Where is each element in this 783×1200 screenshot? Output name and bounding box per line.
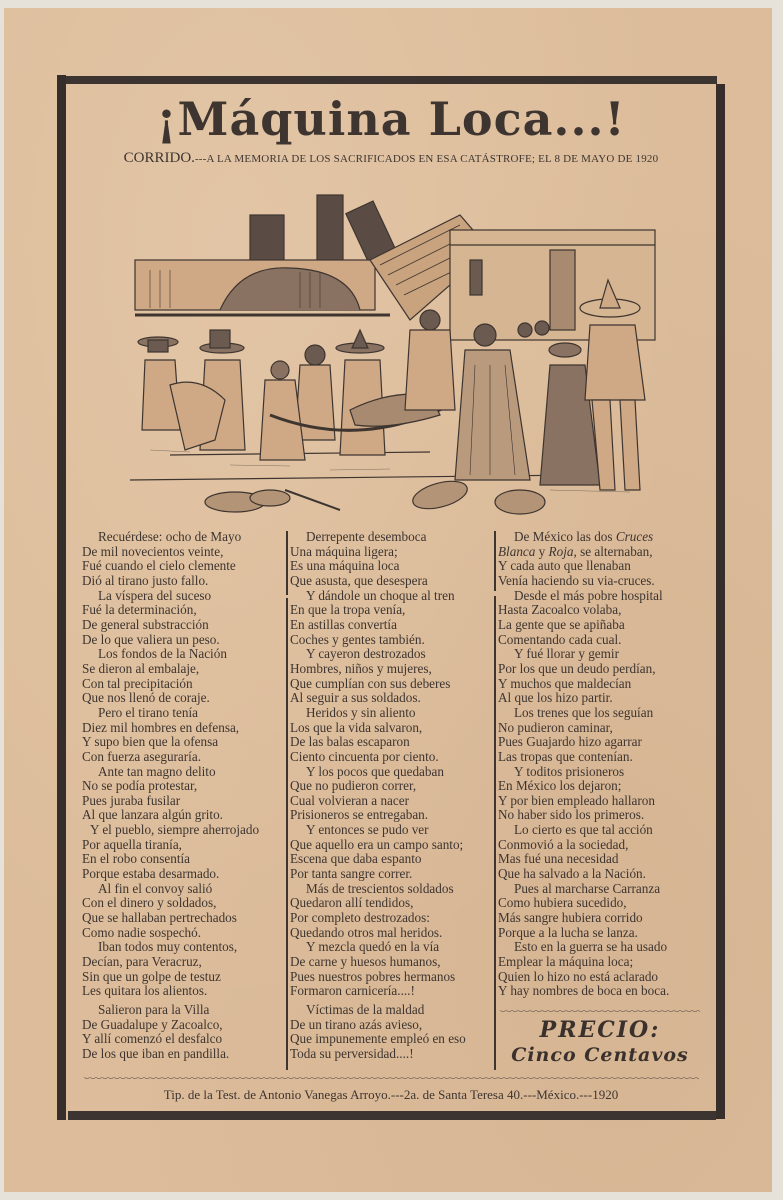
stanza [290,1003,466,1062]
verse-line: Y allí comenzó el desfalco [82,1031,223,1047]
verse-line: Con tal precipitación [82,675,193,691]
page-title: ¡Máquina Loca...! [156,92,626,146]
verse-line: Porque estaba desarmado. [82,866,220,882]
verse-line: Diez mil hombres en defensa, [82,719,240,735]
stanza [82,765,259,824]
verse-line [498,530,669,545]
verse-line: Y muchos que maldecían [498,675,632,691]
verse-line: Al seguir a sus soldados. [290,690,421,706]
verse-line: Por los que un deudo perdían, [498,660,656,676]
engraving-illustration [130,190,660,525]
verse-column-2 [290,530,466,1062]
verse-line: Que asusta, que desespera [290,572,428,588]
stanza [82,647,259,706]
verse-line: Como hubiera sucedido, [498,895,627,911]
verse-line: Iban todos muy contentos, [98,939,238,955]
stanza [498,589,669,648]
stanza [82,882,259,941]
verse-italic-text: Roja, [548,543,577,559]
stanza [290,530,466,589]
verse-line: Quien lo hizo no está aclarado [498,968,659,984]
verse-line: Pues Guajardo hizo agarrar [498,734,642,750]
verse-line: Emplear la máquina loca; [498,954,634,970]
verse-line: Que no pudieron correr, [290,778,417,794]
verse-column-1 [82,530,259,1062]
verse-line: Formaron carnicería....! [290,983,415,999]
verse-line: Derrepente desemboca [306,529,427,544]
verse-line: Más sangre hubiera corrido [498,910,643,926]
column-divider [286,598,288,1070]
verse-line: Se dieron al embalaje, [82,660,200,676]
subtitle-rest: ---A LA MEMORIA DE LOS SACRIFICADOS EN ESA CATÁSTROFE; EL 8 DE MAYO DE 1920 [194,153,659,165]
stanza [290,589,466,648]
stanza [290,765,466,824]
verse-line: De lo que valiera un peso. [82,631,220,647]
verse-line: Víctimas de la maldad [306,1002,425,1017]
frame-border-bottom [68,1111,716,1120]
verse-line: Recuérdese: ocho de Mayo [98,529,242,544]
stanza [82,823,259,882]
verse-line: La víspera del suceso [98,587,212,603]
verse-line: No pudieron caminar, [498,719,613,735]
verse-line: Quedaron allí tendidos, [290,895,414,911]
verse-line: Heridos y sin aliento [306,704,416,720]
verse-line: Más de trescientos soldados [306,880,454,896]
stanza [82,1003,259,1062]
verse-line: Comentando cada cual. [498,631,622,647]
verse-line: Que cumplían con sus deberes [290,675,451,691]
verse-line: Coches y gentes también. [290,631,425,647]
verse-text: y [535,543,549,559]
stanza [82,940,259,999]
verse-line: Conmovió a la sociedad, [498,836,629,852]
verse-line: Una máquina ligera; [290,543,398,559]
verse-line: Sin que un golpe de testuz [82,968,221,984]
verse-line: Los fondos de la Nación [98,646,227,662]
stanza [290,940,466,999]
verse-line: Cual volvieran a nacer [290,792,409,808]
verse-line: Al que los hizo partir. [498,690,613,706]
verse-line [498,545,669,560]
verse-line: Por aquella tiranía, [82,836,182,852]
verse-line: Y cada auto que llenaban [498,558,631,574]
verse-line: Ciento cincuenta por ciento. [290,748,439,764]
verse-line: Que se hallaban pertrechados [82,910,237,926]
verse-line: No haber sido los primeros. [498,807,645,823]
verse-line: Mas fué una necesidad [498,851,619,867]
verse-line: Y por bien empleado hallaron [498,792,655,808]
verse-line: De un tirano azás avieso, [290,1016,423,1032]
verse-line: Hasta Zacoalco volaba, [498,602,622,618]
stanza [498,823,669,882]
verse-line: Y hay nombres de boca en boca. [498,983,670,999]
verse-line: Y cayeron destrozados [306,646,426,662]
stanza [498,530,669,589]
verse-line: Que nos llenó de coraje. [82,690,210,706]
stanza [498,706,669,765]
stanza [290,882,466,941]
verse-line: De general substracción [82,616,209,632]
verse-line: En astillas convertía [290,616,397,632]
verse-line: Pues nuestros pobres hermanos [290,968,456,984]
price-value: Cinco Centavos [511,1044,689,1066]
verse-line: En México los dejaron; [498,778,622,794]
train-wreck-engraving-icon [130,190,660,525]
verse-line: En que la tropa venía, [290,602,406,618]
verse-line: Y dándole un choque al tren [306,587,455,603]
verse-text: De México las dos [514,529,616,544]
verse-line: Escena que daba espanto [290,851,422,867]
stanza [290,647,466,706]
verse-line: Por tanta sangre correr. [290,866,413,882]
stanza [498,647,669,706]
verse-line: Los trenes que los seguían [514,704,654,720]
verse-line: Pero el tirano tenía [98,704,198,720]
verse-line: Y los pocos que quedaban [306,763,444,779]
verse-line: Con el dinero y soldados, [82,895,217,911]
verse-line: Hombres, niños y mujeres, [290,660,432,676]
verse-line: Como nadie sospechó. [82,924,202,940]
subtitle [66,150,716,167]
verse-line: Por completo destrozados: [290,910,430,926]
verse-line: Es una máquina loca [290,558,400,574]
frame-border-top [57,76,717,84]
stanza [82,530,259,589]
verse-italic-text: Cruces [615,529,654,544]
stanza [82,706,259,765]
verse-line: La gente que se apiñaba [498,616,625,632]
verse-line: Y fué llorar y gemir [514,646,619,662]
column-divider [494,531,496,591]
verse-line: Ante tan magno delito [98,763,216,779]
stanza [498,765,669,824]
verse-line: Y el pueblo, siempre aherrojado [90,822,260,838]
verse-line: De los que iban en pandilla. [82,1045,230,1061]
stanza [290,706,466,765]
verse-line: De mil novecientos veinte, [82,543,224,559]
verse-line: Y toditos prisioneros [514,763,625,779]
wavy-rule [500,1010,700,1016]
verse-line: Venía haciendo su via-cruces. [498,572,655,588]
verse-line: Las tropas que contenían. [498,748,633,764]
frame-border-right [716,84,725,1119]
verse-line: Al fin el convoy salió [98,880,213,896]
subtitle-lead: CORRIDO. [123,150,195,166]
verse-line: Les quitara los alientos. [82,983,208,999]
verse-line: De Guadalupe y Zacoalco, [82,1016,223,1032]
verse-line: Con fuerza aseguraría. [82,748,201,764]
stanza [498,940,669,999]
verse-line: Lo cierto es que tal acción [514,822,653,838]
verse-line: No se podía protestar, [82,778,198,794]
verse-line: Y entonces se pudo ver [306,822,429,838]
column-divider [494,596,496,1070]
verse-line: Los que la vida salvaron, [290,719,423,735]
verse-line: Quedando otros mal heridos. [290,924,443,940]
verse-line: En el robo consentía [82,851,191,867]
verse-line: Pues juraba fusilar [82,792,181,808]
verse-column-3 [498,530,669,999]
verse-italic-text: Blanca [498,543,536,559]
verse-line: Toda su perversidad....! [290,1045,414,1061]
verse-line: Fué la determinación, [82,602,197,618]
price-label: PRECIO: [539,1017,661,1043]
verse-line: De carne y huesos humanos, [290,954,441,970]
verse-line: Y mezcla quedó en la vía [306,939,440,955]
verse-line: Prisioneros se entregaban. [290,807,429,823]
verse-line: Que impunemente empleó en eso [290,1031,466,1047]
stanza [498,882,669,941]
verse-line: Pues al marcharse Carranza [514,880,661,896]
verse-line: Dió al tirano justo fallo. [82,572,209,588]
stanza [82,589,259,648]
wavy-rule [84,1077,699,1083]
verse-line: Fué cuando el cielo clemente [82,558,236,574]
verse-line: Que aquello era un campo santo; [290,836,464,852]
stanza [290,823,466,882]
verse-line: Decían, para Veracruz, [82,954,202,970]
column-divider [286,531,288,595]
verse-line: Porque a la lucha se lanza. [498,924,638,940]
verse-line: Y supo bien que la ofensa [82,734,219,750]
frame-border-left [57,75,66,1120]
verse-line: De las balas escaparon [290,734,410,750]
printer-imprint: Tip. de la Test. de Antonio Vanegas Arroyo.---2a. de Santa Teresa 40.---México.---1920 [163,1087,619,1102]
verse-line: Que ha salvado a la Nación. [498,866,646,882]
verse-line: Desde el más pobre hospital [514,587,663,603]
verse-line: Esto en la guerra se ha usado [514,939,668,955]
verse-line: Al que lanzara algún grito. [82,807,223,823]
verse-line: Salieron para la Villa [98,1002,210,1017]
verse-text: se alternaban, [576,543,653,559]
